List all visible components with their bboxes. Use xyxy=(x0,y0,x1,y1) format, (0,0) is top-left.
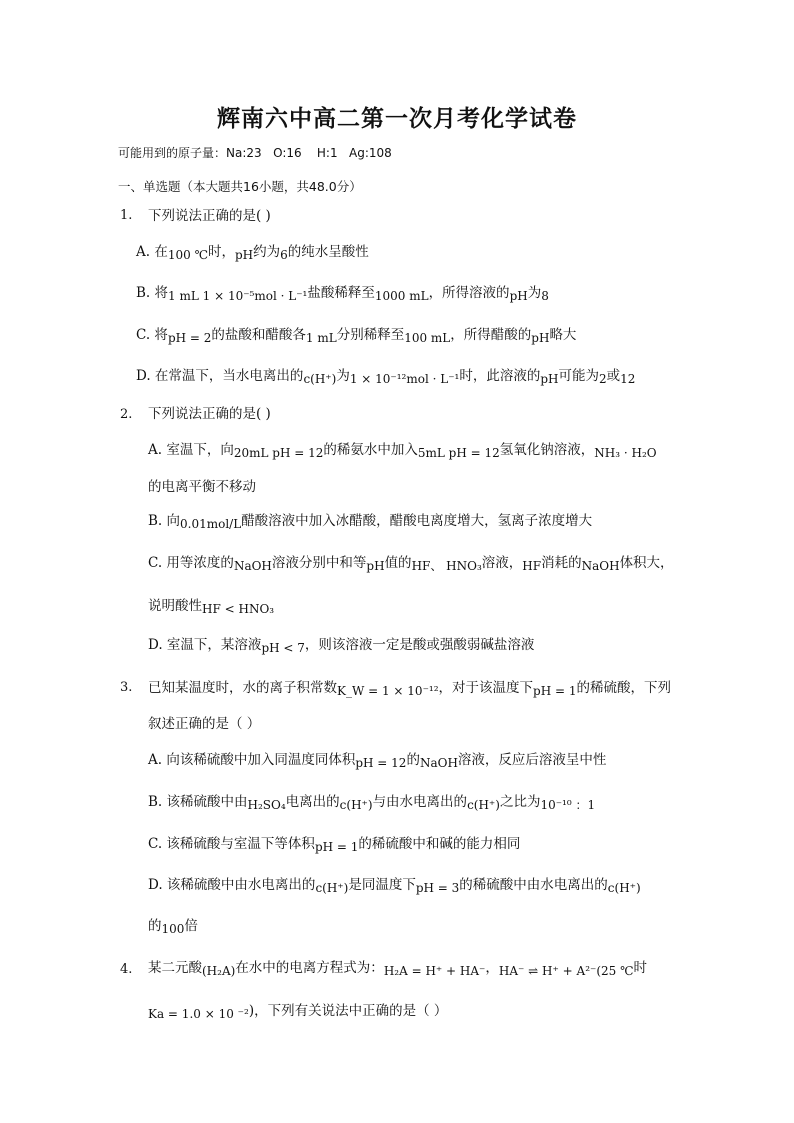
option-a: A. 在100 ℃时，pH约为6的纯水呈酸性 xyxy=(136,244,369,262)
option-c: C. 该稀硫酸与室温下等体积pH = 1的稀硫酸中和碱的能力相同 xyxy=(148,836,521,854)
question-number: 1. xyxy=(120,208,133,223)
question-stem: 某二元酸(H₂A)在水中的电离方程式为：H₂A = H⁺ + HA⁻，HA⁻ ⇌ H⁺ + A²⁻(25 ℃时 xyxy=(148,960,648,978)
question-stem: 下列说法正确的是( ) xyxy=(148,406,271,422)
option-d-continued: 的100倍 xyxy=(148,918,198,936)
question-stem-continued: Ka = 1.0 × 10 ⁻²)，下列有关说法中正确的是（ ） xyxy=(148,1003,448,1021)
option-a: A. 向该稀硫酸中加入同温度同体积pH = 12的NaOH溶液，反应后溶液呈中性 xyxy=(148,752,607,770)
option-c-continued: 说明酸性HF < HNO₃ xyxy=(148,598,275,616)
page-title: 辉南六中高二第一次月考化学试卷 xyxy=(217,105,577,132)
option-b: B. 向0.01mol/L醋酸溶液中加入冰醋酸，醋酸电离度增大，氢离子浓度增大 xyxy=(148,513,593,531)
option-b: B. 该稀硫酸中由H₂SO₄电离出的c(H⁺)与由水电离出的c(H⁺)之比为10⁻¹⁰ ：1 xyxy=(148,794,596,812)
option-d: D. 该稀硫酸中由水电离出的c(H⁺)是同温度下pH = 3的稀硫酸中由水电离出的c(H⁺) xyxy=(148,877,641,895)
option-c: C. 将pH = 2的盐酸和醋酸各1 mL分别稀释至100 mL，所得醋酸的pH略大 xyxy=(136,327,577,345)
question-number: 3. xyxy=(120,680,133,695)
question-stem-continued: 叙述正确的是（ ） xyxy=(148,716,261,732)
question-number: 4. xyxy=(120,962,133,977)
question-stem: 下列说法正确的是( ) xyxy=(148,208,271,224)
question-number: 2. xyxy=(120,407,133,422)
option-d: D. 室温下，某溶液pH < 7，则该溶液一定是酸或强酸弱碱盐溶液 xyxy=(148,637,535,655)
option-a: A. 室温下，向20mL pH = 12的稀氨水中加入5mL pH = 12氢氧化钠溶液，NH₃ · H₂O xyxy=(148,442,657,460)
question-stem: 已知某温度时，水的离子积常数K_W = 1 × 10⁻¹²，对于该温度下pH = 1的稀硫酸，下列 xyxy=(148,680,671,698)
option-a-continued: 的电离平衡不移动 xyxy=(148,479,256,495)
atomic-masses: 可能用到的原子量：Na:23 O:16 H:1 Ag:108 xyxy=(118,146,392,160)
option-b: B. 将1 mL 1 × 10⁻⁵mol · L⁻¹盐酸稀释至1000 mL，所得溶液的pH为8 xyxy=(136,285,549,303)
option-d: D. 在常温下，当水电离出的c(H⁺)为1 × 10⁻¹²mol · L⁻¹时，此溶液的pH可能为2或12 xyxy=(136,368,636,386)
option-c: C. 用等浓度的NaOH溶液分别中和等pH值的HF、 HNO₃溶液，HF消耗的NaOH体积大， xyxy=(148,555,674,573)
section-heading: 一、单选题（本大题共16小题，共48.0分） xyxy=(118,179,362,194)
